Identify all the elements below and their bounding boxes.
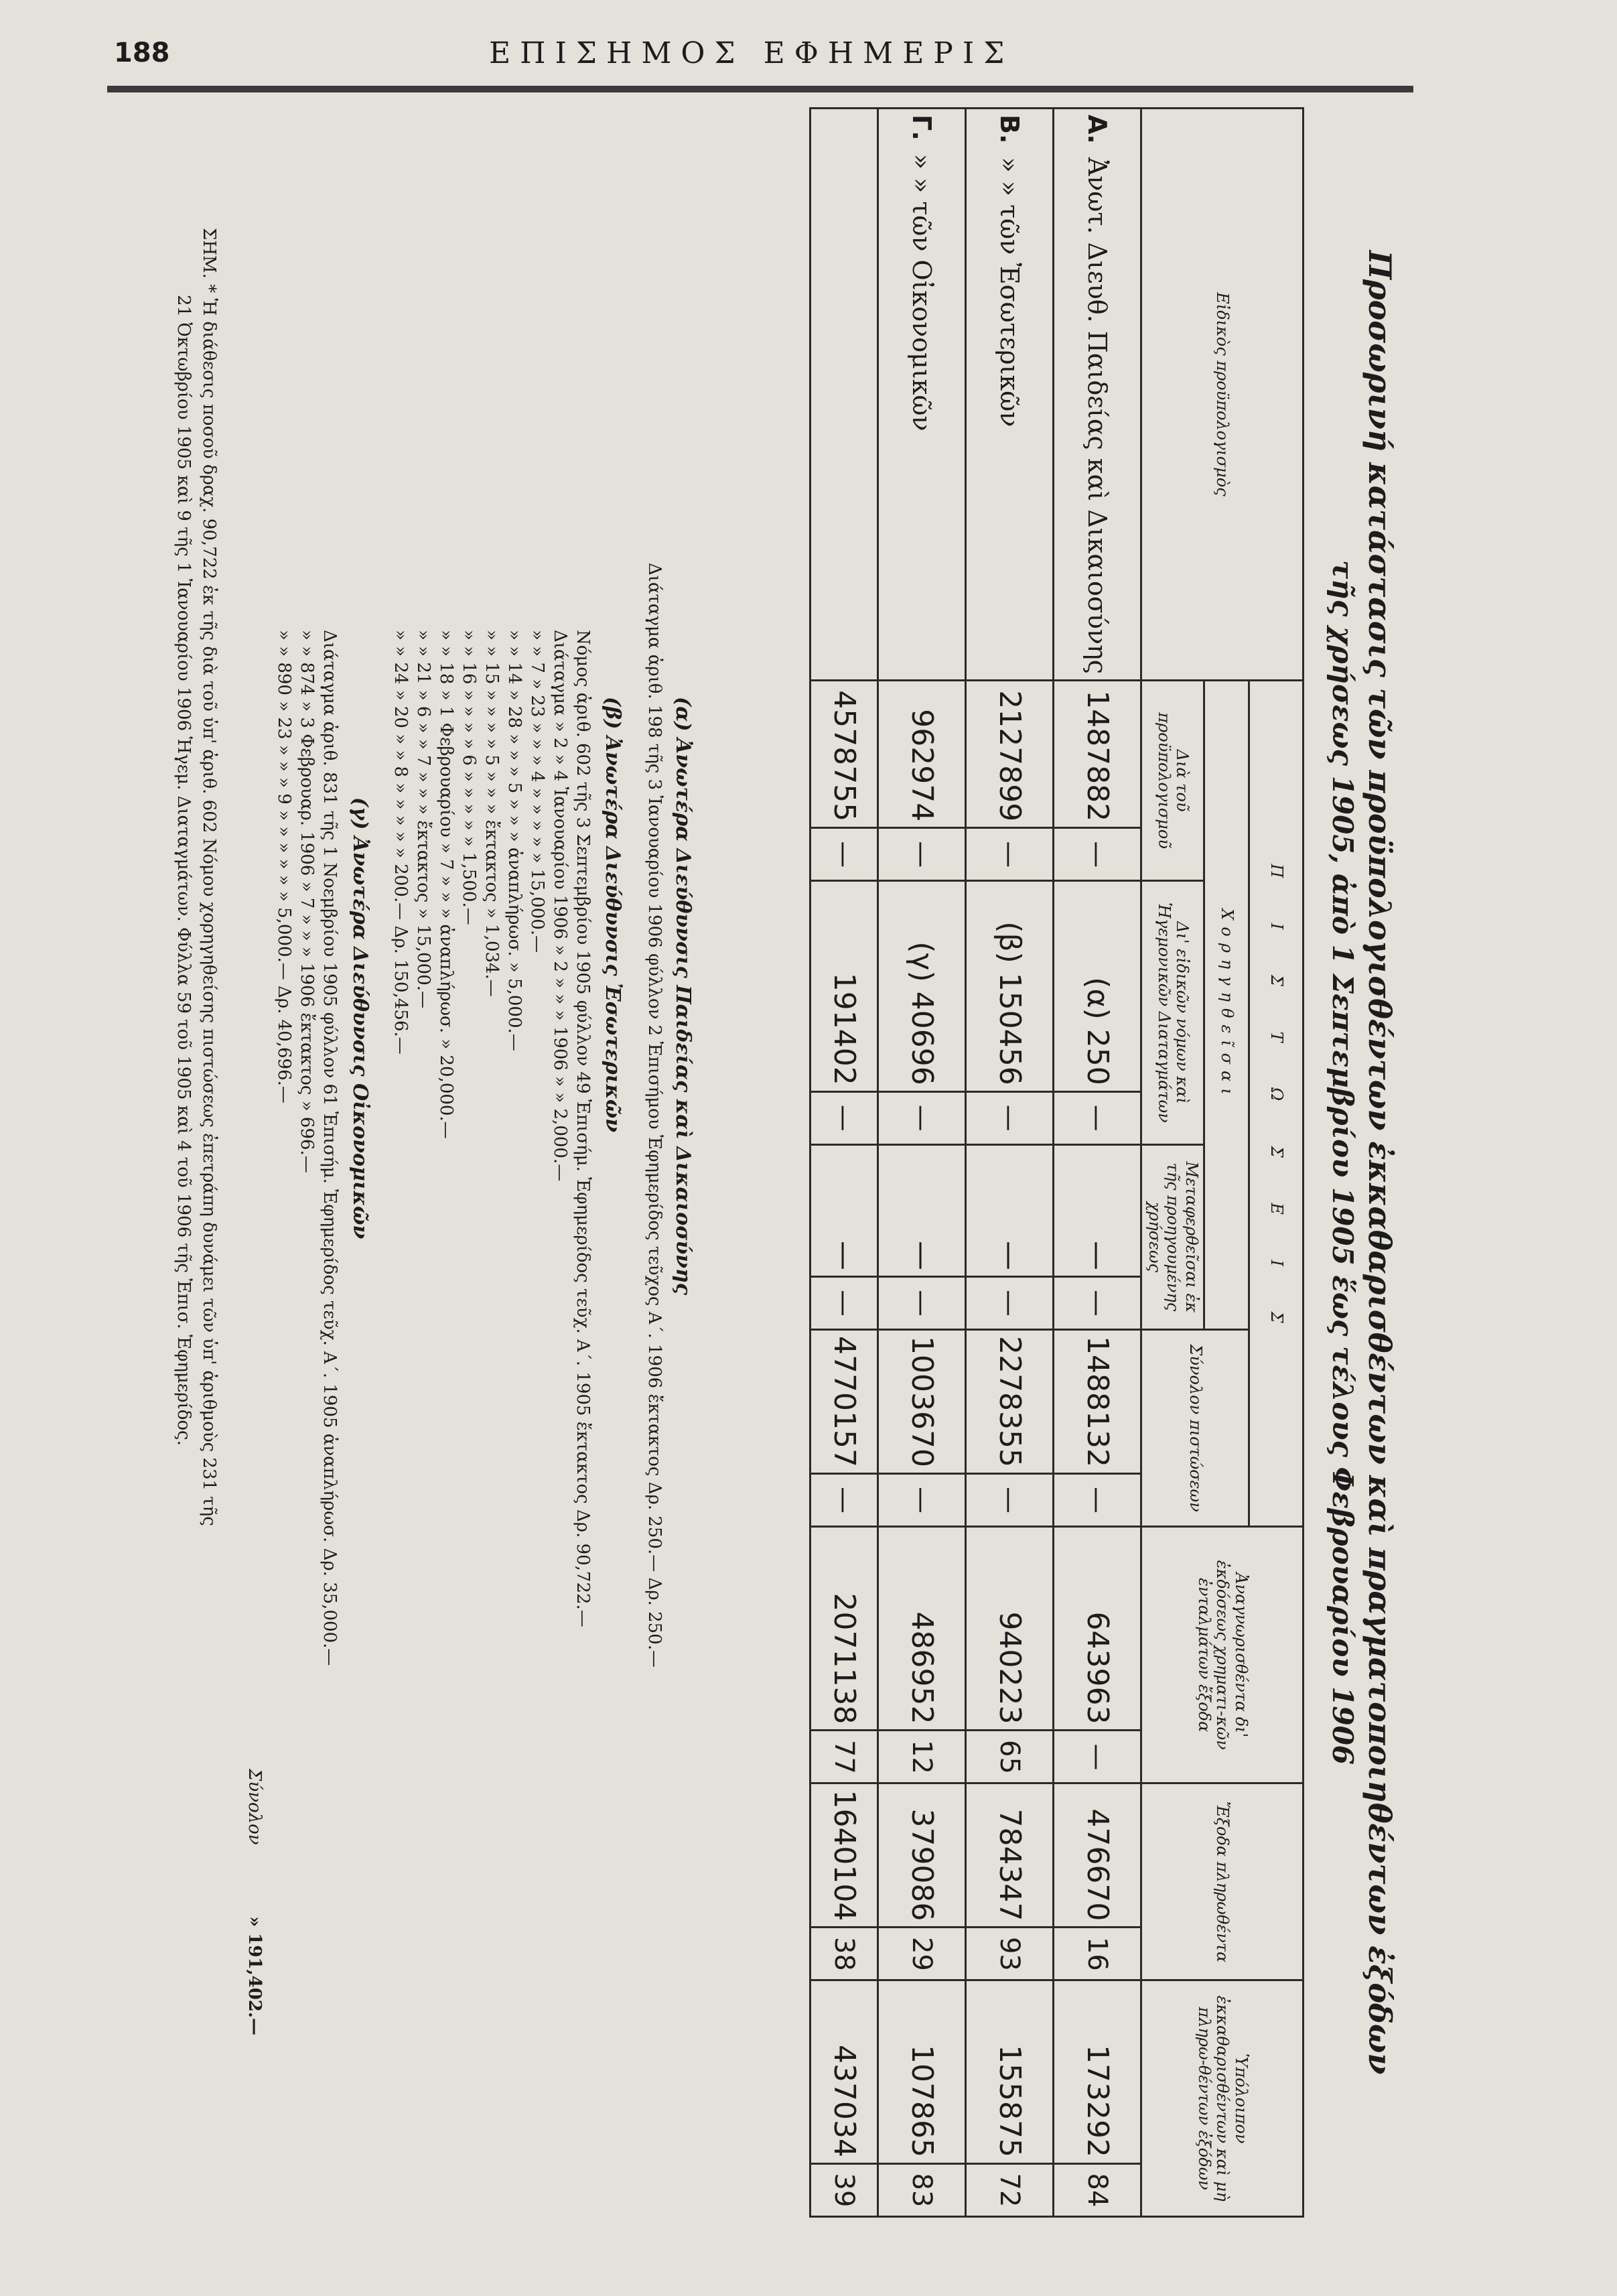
note-b-line: » » 16 » » » » 6 » » » » » 1,500.— xyxy=(459,630,479,925)
cell-cents: — xyxy=(1054,1731,1141,1783)
note-a-line: Διάταγμα ἀριθ. 198 τῆς 3 Ἰανουαρίου 1906 φύλλον 2 Ἐπισήμου Ἐφημερίδος τεῦχος Α΄. 1906 ἔκτακτος Δρ. 250.— Δρ. 250.— xyxy=(644,563,664,1668)
col-header-1: Διὰ τοῦ προϋπολογισμοῦ xyxy=(1141,681,1204,881)
cell-cents: — xyxy=(966,1091,1054,1144)
table-row xyxy=(1054,109,1141,2217)
cell-cents: 16 xyxy=(1054,1928,1141,1980)
cell: — xyxy=(1054,1144,1141,1276)
cell-cents: 72 xyxy=(966,2164,1054,2217)
col-header-4: Σύνολον πιστώσεων xyxy=(1141,1330,1249,1527)
xorigithisai-header: Χορηγηθεῖσαι xyxy=(1204,681,1249,1330)
total-cell: 437034 xyxy=(811,1980,878,2164)
total-cents: 77 xyxy=(811,1731,878,1783)
cell-cents: 83 xyxy=(878,2164,966,2217)
row-label: Γ.» » τῶν Οἰκονομικῶν xyxy=(878,109,966,681)
cell: 173292 xyxy=(1054,1980,1141,2164)
footnote-continued: 21 Ὀκτωβρίου 1905 καὶ 9 τῆς 1 Ἰανουαρίου 1906 Ἡγεμ. Διαταγμάτων. Φύλλα 59 τοῦ 1905 καὶ 4 τοῦ 1906 τῆς Ἐπισ. Ἐφημερίδος. xyxy=(173,295,194,1446)
total-cell: 4578755 xyxy=(811,681,878,828)
header-rule xyxy=(107,86,1413,92)
cell: 486952 xyxy=(878,1526,966,1730)
total-cents: — xyxy=(811,828,878,881)
col-header-6: Ἔξοδα πληρωθέντα xyxy=(1141,1783,1304,1980)
page-number: 188 xyxy=(114,38,170,68)
sum-value: » 191,402.— xyxy=(244,1916,265,2035)
cell: 962974 xyxy=(878,681,966,828)
expenditure-table xyxy=(809,107,1304,2218)
cell-cents: — xyxy=(878,828,966,881)
total-cents: — xyxy=(811,1277,878,1330)
note-b-line: Νόμος ἀριθ. 602 τῆς 3 Σεπτεμβρίου 1905 φύλλον 49 Ἐπισήμ. Ἐφημερίδος τεῦχ. Α΄. 1905 ἔκτακτος Δρ. 90,722.— xyxy=(573,630,593,1627)
row-label: Α.Ἀνωτ. Διευθ. Παιδείας καὶ Δικαιοσύνης xyxy=(1054,109,1141,681)
cell: — xyxy=(878,1144,966,1276)
cell-cents: — xyxy=(878,1091,966,1144)
col-header-2: Δι' εἰδικῶν νόμων καὶ Ἡγεμονικῶν Διαταγμάτων xyxy=(1141,881,1204,1145)
document-title: Προσωρινή κατάστασις τῶν προϋπολογισθέντων ἐκκαθαρισθέντων καὶ πραγματοποιηθέντων ἐξόδων xyxy=(1362,250,1398,2075)
cell-cents: 84 xyxy=(1054,2164,1141,2217)
totals-label xyxy=(811,109,878,681)
sum-label: Σύνολον xyxy=(244,1769,265,1845)
cell: 379086 xyxy=(878,1783,966,1928)
cell: 1487882 xyxy=(1054,681,1141,828)
cell-cents: — xyxy=(966,1277,1054,1330)
total-cell: 2071138 xyxy=(811,1526,878,1730)
note-b-line: » » 24 » 20 » » 8 » » » » » 200.— Δρ. 150,456.— xyxy=(391,630,411,1055)
note-b-title: (β) Ἀνωτέρα Διεύθυνσις Ἐσωτερικῶν xyxy=(601,697,624,1133)
total-cents: 39 xyxy=(811,2164,878,2217)
cell: 476670 xyxy=(1054,1783,1141,1928)
cell: (γ) 40696 xyxy=(878,881,966,1092)
cell: (α) 250 xyxy=(1054,881,1141,1092)
table-row xyxy=(966,109,1054,2217)
rotated-content xyxy=(72,94,1411,2231)
document-subtitle: τῆς χρήσεως 1905, ἀπὸ 1 Σεπτεμβρίου 1905 ἕως τέλους Φεβρουαρίου 1906 xyxy=(1326,559,1359,1765)
cell-cents: 12 xyxy=(878,1731,966,1783)
gazette-title: ΕΠΙΣΗΜΟΣ ΕΦΗΜΕΡΙΣ xyxy=(489,36,1014,70)
cell-cents: — xyxy=(1054,1277,1141,1330)
cell: 1003670 xyxy=(878,1330,966,1474)
cell: (β) 150456 xyxy=(966,881,1054,1092)
note-b-line: » » 7 » 23 » » » 4 » » » » » 15,000.— xyxy=(527,630,547,953)
cell-cents: 29 xyxy=(878,1928,966,1980)
total-cell: 191402 xyxy=(811,881,878,1092)
note-b-line: » » 18 » 1 Φεβρουαρίου » 7 » » » ἀναπλήρωσ. » 20,000.— xyxy=(436,630,456,1139)
note-c-line: » » 890 » 23 » » » 9 » » » » » » 5,000.— Δρ. 40,696.— xyxy=(274,630,294,1103)
col-header-5: Ἀναγνωρισθέντα δι' ἐκδόσεως χρηματι-κῶν ἐνταλμάτων ἔξοδα xyxy=(1141,1526,1304,1783)
cell: 1488132 xyxy=(1054,1330,1141,1474)
cell: 2278355 xyxy=(966,1330,1054,1474)
cell: — xyxy=(966,1144,1054,1276)
note-b-line: » » 21 » 6 » » 7 » » » ἔκτακτος » 15,000.— xyxy=(413,630,433,1009)
total-cell: — xyxy=(811,1144,878,1276)
running-header xyxy=(114,35,1387,75)
note-c-title: (γ) Ἀνωτέρα Διεύθυνσις Οἰκονομικῶν xyxy=(348,797,372,1239)
cell: 155875 xyxy=(966,1980,1054,2164)
total-cell: 1640104 xyxy=(811,1783,878,1928)
total-cell: 4770157 xyxy=(811,1330,878,1474)
row-header: Εἰδικὸς προϋπολογισμὸς xyxy=(1141,109,1304,681)
cell-cents: — xyxy=(1054,1091,1141,1144)
note-b-line: » » 14 » 28 » » » 5 » » » ἀναπλήρωσ. » 5,000.— xyxy=(504,630,524,1051)
note-a-title: (α) Ἀνωτέρα Διεύθυνσις Παιδείας καὶ Δικαιοσύνης xyxy=(671,697,695,1296)
cell: 784347 xyxy=(966,1783,1054,1928)
total-cents: — xyxy=(811,1473,878,1526)
col-header-3: Μεταφερθεῖσαι ἐκ τῆς προηγουμένης χρήσεως xyxy=(1141,1144,1204,1329)
note-c-line: » » 874 » 3 Φεβρουαρ. 1906 » 7 » » » 1906 ἔκτακτος » 696.— xyxy=(297,630,317,1173)
note-b-line: » » 15 » » » » 5 » » » ἔκτακτος » 1,034.— xyxy=(482,630,502,997)
table-row xyxy=(878,109,966,2217)
row-label: Β.» » τῶν Ἐσωτερικῶν xyxy=(966,109,1054,681)
cell-cents: — xyxy=(878,1473,966,1526)
note-b-line: Διάταγμα » 2 » 4 Ἰανουαρίου 1906 » 2 » » » 1906 » » 2,000.— xyxy=(550,630,570,1182)
footnote: ΣΗΜ. * Ἡ διάθεσις ποσοῦ δραχ. 90,722 ἐκ τῆς διὰ τοῦ ὑπ' ἀριθ. 602 Νόμου χορηγηθείσης πιστώσεως ἐπετράπη δυνάμει τῶν ὑπ' ἀριθμοὺς 231 τῆς xyxy=(199,228,219,1526)
cell-cents: — xyxy=(1054,828,1141,881)
cell-cents: — xyxy=(966,1473,1054,1526)
cell-cents: 93 xyxy=(966,1928,1054,1980)
total-cents: — xyxy=(811,1091,878,1144)
cell: 643963 xyxy=(1054,1526,1141,1730)
cell-cents: — xyxy=(878,1277,966,1330)
totals-row xyxy=(811,109,878,2217)
cell-cents: — xyxy=(966,828,1054,881)
cell: 107865 xyxy=(878,1980,966,2164)
cell: 2127899 xyxy=(966,681,1054,828)
note-c-line: Διάταγμα ἀριθ. 831 τῆς 1 Νοεμβρίου 1905 φύλλον 61 Ἐπισήμ. Ἐφημερίδος τεῦχ. Α΄. 1905 ἀναπλήρωσ. Δρ. 35,000.— xyxy=(320,630,340,1666)
col-header-7: Ὑπόλοιπον ἐκκαθαρισθέντων καὶ μὴ πληρω-θέντων ἐξόδων xyxy=(1141,1980,1304,2217)
total-cents: 38 xyxy=(811,1928,878,1980)
cell-cents: — xyxy=(1054,1473,1141,1526)
cell-cents: 65 xyxy=(966,1731,1054,1783)
pistoseis-header: Π Ι Σ Τ Ω Σ Ε Ι Σ xyxy=(1249,681,1304,1527)
cell: 940223 xyxy=(966,1526,1054,1730)
